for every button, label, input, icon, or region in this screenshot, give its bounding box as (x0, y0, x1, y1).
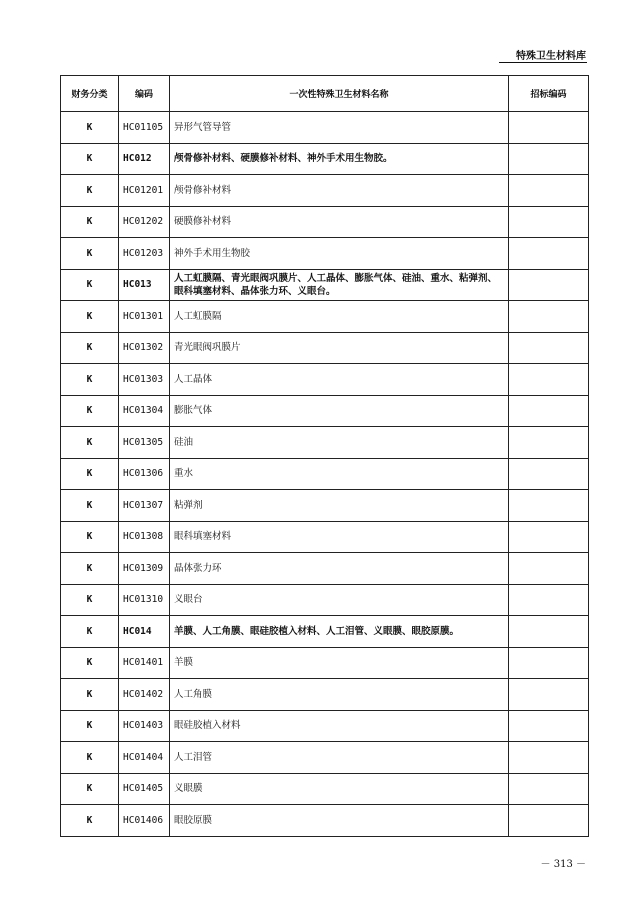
code-cell: HC01304 (119, 395, 170, 427)
material-name-cell: 眼胶原膜 (170, 805, 509, 837)
bid-code-cell (509, 710, 589, 742)
code-cell: HC012 (119, 143, 170, 175)
material-name-cell: 膨胀气体 (170, 395, 509, 427)
material-name-cell: 青光眼阀巩膜片 (170, 332, 509, 364)
code-cell: HC01308 (119, 521, 170, 553)
code-cell: HC01307 (119, 490, 170, 522)
material-name-cell: 羊膜、人工角膜、眼硅胶植入材料、人工泪管、义眼膜、眼胶原膜。 (170, 616, 509, 648)
bid-code-cell (509, 521, 589, 553)
header-rule (499, 62, 587, 63)
code-cell: HC01105 (119, 112, 170, 144)
bid-code-cell (509, 553, 589, 585)
table-row (61, 616, 589, 648)
column-header-bid-code: 招标编码 (509, 76, 589, 112)
category-cell: K (61, 490, 119, 522)
material-name-cell: 眼硅胶植入材料 (170, 710, 509, 742)
table-row (61, 584, 589, 616)
table-row (61, 490, 589, 522)
table-row (61, 773, 589, 805)
material-name-cell: 眼科填塞材料 (170, 521, 509, 553)
table-row (61, 395, 589, 427)
bid-code-cell (509, 175, 589, 207)
code-cell: HC01203 (119, 238, 170, 270)
category-cell: K (61, 458, 119, 490)
material-name-cell: 异形气管导管 (170, 112, 509, 144)
table-row (61, 679, 589, 711)
code-cell: HC01402 (119, 679, 170, 711)
table-header-row (61, 76, 589, 112)
category-cell: K (61, 521, 119, 553)
material-name-cell: 颅骨修补材料、硬膜修补材料、神外手术用生物胶。 (170, 143, 509, 175)
code-cell: HC01403 (119, 710, 170, 742)
category-cell: K (61, 710, 119, 742)
code-cell: HC01301 (119, 301, 170, 333)
category-cell: K (61, 364, 119, 396)
bid-code-cell (509, 616, 589, 648)
page-number: － 313 － (540, 859, 586, 870)
bid-code-cell (509, 458, 589, 490)
category-cell: K (61, 206, 119, 238)
table-row (61, 332, 589, 364)
code-cell: HC013 (119, 269, 170, 301)
code-cell: HC01303 (119, 364, 170, 396)
material-name-cell: 硬膜修补材料 (170, 206, 509, 238)
bid-code-cell (509, 773, 589, 805)
bid-code-cell (509, 112, 589, 144)
bid-code-cell (509, 584, 589, 616)
bid-code-cell (509, 301, 589, 333)
category-cell: K (61, 175, 119, 207)
material-name-cell: 重水 (170, 458, 509, 490)
material-name-cell: 神外手术用生物胶 (170, 238, 509, 270)
category-cell: K (61, 238, 119, 270)
category-cell: K (61, 427, 119, 459)
table-row (61, 364, 589, 396)
category-cell: K (61, 584, 119, 616)
table-row (61, 805, 589, 837)
column-header-code: 编码 (119, 76, 170, 112)
bid-code-cell (509, 805, 589, 837)
table-row (61, 710, 589, 742)
category-cell: K (61, 143, 119, 175)
column-header-name: 一次性特殊卫生材料名称 (170, 76, 509, 112)
code-cell: HC014 (119, 616, 170, 648)
table-row (61, 553, 589, 585)
category-cell: K (61, 647, 119, 679)
code-cell: HC01310 (119, 584, 170, 616)
bid-code-cell (509, 679, 589, 711)
code-cell: HC01306 (119, 458, 170, 490)
table-row (61, 301, 589, 333)
code-cell: HC01302 (119, 332, 170, 364)
bid-code-cell (509, 332, 589, 364)
bid-code-cell (509, 238, 589, 270)
table-row (61, 647, 589, 679)
category-cell: K (61, 332, 119, 364)
material-name-cell: 人工角膜 (170, 679, 509, 711)
code-cell: HC01405 (119, 773, 170, 805)
bid-code-cell (509, 364, 589, 396)
table-row (61, 175, 589, 207)
materials-table (60, 75, 589, 837)
material-name-cell: 义眼膜 (170, 773, 509, 805)
table-body (61, 112, 589, 837)
table-row (61, 742, 589, 774)
bid-code-cell (509, 143, 589, 175)
bid-code-cell (509, 269, 589, 301)
code-cell: HC01401 (119, 647, 170, 679)
category-cell: K (61, 773, 119, 805)
bid-code-cell (509, 206, 589, 238)
material-name-cell: 人工泪管 (170, 742, 509, 774)
category-cell: K (61, 395, 119, 427)
table-row (61, 427, 589, 459)
category-cell: K (61, 553, 119, 585)
bid-code-cell (509, 395, 589, 427)
column-header-category: 财务分类 (61, 76, 119, 112)
table-row (61, 521, 589, 553)
category-cell: K (61, 301, 119, 333)
code-cell: HC01201 (119, 175, 170, 207)
bid-code-cell (509, 427, 589, 459)
code-cell: HC01406 (119, 805, 170, 837)
material-name-cell: 硅油 (170, 427, 509, 459)
material-name-cell: 人工晶体 (170, 364, 509, 396)
table-row (61, 458, 589, 490)
table-row (61, 269, 589, 301)
bid-code-cell (509, 490, 589, 522)
material-name-cell: 羊膜 (170, 647, 509, 679)
bid-code-cell (509, 647, 589, 679)
table-row (61, 112, 589, 144)
material-name-cell: 人工虹膜隔 (170, 301, 509, 333)
bid-code-cell (509, 742, 589, 774)
running-header: 特殊卫生材料库 (516, 51, 586, 62)
material-name-cell: 人工虹膜隔、青光眼阀巩膜片、人工晶体、膨胀气体、硅油、重水、粘弹剂、眼科填塞材料、晶体张力环、义眼台。 (170, 269, 509, 301)
category-cell: K (61, 616, 119, 648)
code-cell: HC01309 (119, 553, 170, 585)
code-cell: HC01404 (119, 742, 170, 774)
category-cell: K (61, 269, 119, 301)
code-cell: HC01305 (119, 427, 170, 459)
category-cell: K (61, 805, 119, 837)
material-name-cell: 颅骨修补材料 (170, 175, 509, 207)
category-cell: K (61, 742, 119, 774)
table-row (61, 206, 589, 238)
category-cell: K (61, 112, 119, 144)
category-cell: K (61, 679, 119, 711)
material-name-cell: 粘弹剂 (170, 490, 509, 522)
code-cell: HC01202 (119, 206, 170, 238)
material-name-cell: 晶体张力环 (170, 553, 509, 585)
table-row (61, 238, 589, 270)
material-name-cell: 义眼台 (170, 584, 509, 616)
table-row (61, 143, 589, 175)
